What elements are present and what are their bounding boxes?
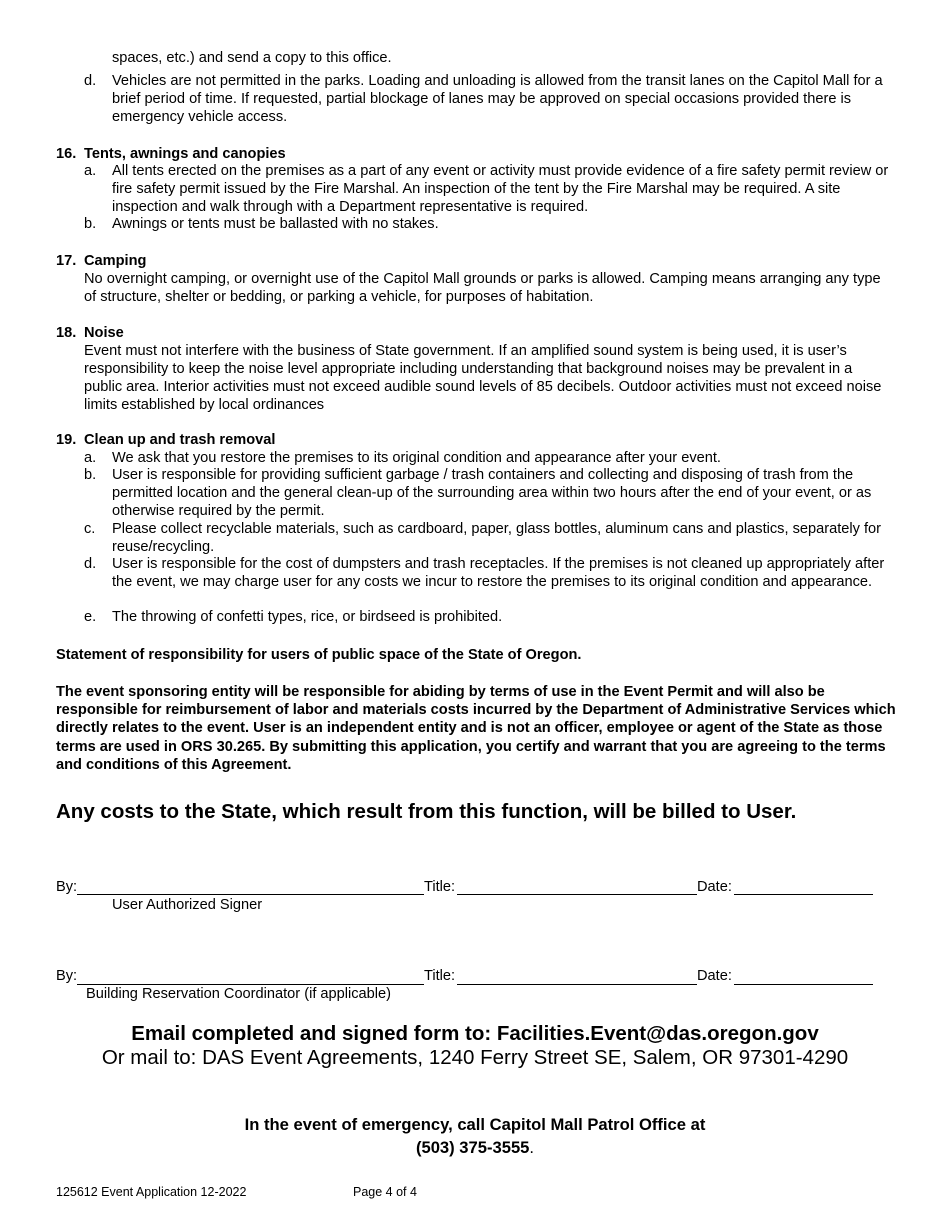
section-16-item-b-text: Awnings or tents must be ballasted with no stakes. (112, 216, 439, 232)
submit-email-line: Email completed and signed form to: Facilities.Event@das.oregon.gov (131, 1022, 819, 1045)
section-16-number: 16. (56, 146, 77, 162)
section-16-title: Tents, awnings and canopies (84, 146, 286, 162)
section-19-item-e-text: The throwing of confetti types, rice, or birdseed is prohibited. (112, 609, 503, 625)
section-17-number: 17. (56, 253, 77, 269)
section-18-body: Event must not interfere with the business of State government. If an amplified sound system is being used, it is user’s responsibility to keep the noise level appropriate including understanding that background noises may be prevalent in a public area. Interior activities must not exceed audible sound levels of 85 decibels. Outdoor activities must not exceed noise limits established by local ordinances (84, 343, 882, 413)
section-17-body: No overnight camping, or overnight use of the Capitol Mall grounds or parks is allowed. Camping means arranging any type of structure, shelter or bedding, or parking a vehicle, for purposes of habitation. (84, 271, 881, 305)
section-19-item-d-text: User is responsible for the cost of dumpsters and trash receptacles. If the premises is not cleaned up appropriately after the event, we may charge user for any costs we incur to restore the premises to its original condition and appearance. (112, 556, 885, 590)
section-19-number: 19. (56, 432, 77, 448)
section-15-item-d-letter: d. (84, 73, 97, 89)
section-19-title: Clean up and trash removal (84, 432, 276, 448)
signer2-title-line[interactable] (457, 984, 697, 985)
section-17-title: Camping (84, 253, 147, 269)
signer2-caption: Building Reservation Coordinator (if applicable) (86, 986, 392, 1002)
section-18-number: 18. (56, 325, 77, 341)
emergency-period: . (529, 1138, 535, 1157)
signer2-date-label: Date: (697, 968, 732, 984)
signer1-by-label: By: (56, 879, 78, 895)
footer-form-id: 125612 Event Application 12-2022 (56, 1185, 247, 1199)
section-15-continuation: spaces, etc.) and send a copy to this office. (112, 50, 392, 66)
signer1-caption: User Authorized Signer (112, 897, 263, 913)
section-19-item-a-text: We ask that you restore the premises to its original condition and appearance after your event. (112, 450, 721, 466)
section-19-item-c-letter: c. (84, 521, 96, 537)
billing-notice: Any costs to the State, which result from this function, will be billed to User. (56, 800, 797, 823)
emergency-phone: (503) 375-3555 (415, 1138, 530, 1157)
section-16-item-b-letter: b. (84, 216, 97, 232)
signer1-title-line[interactable] (457, 894, 697, 895)
section-18-title: Noise (84, 325, 124, 341)
section-19-item-c-text: Please collect recyclable materials, such as cardboard, paper, glass bottles, aluminum cans and plastics, separately for reuse/recycling. (112, 521, 881, 555)
signer2-title-label: Title: (424, 968, 456, 984)
section-15-item-d-text: Vehicles are not permitted in the parks. Loading and unloading is allowed from the transit lanes on the Capitol Mall for a brief period of time. If requested, partial blockage of lanes may be approved on special occasions provided there is emergency vehicle access. (112, 73, 883, 125)
section-19-item-b-text: User is responsible for providing sufficient garbage / trash containers and collecting and disposing of trash from the permitted location and the general clean-up of the surrounding area within two hours after the end of your event, or as otherwise required by the permit. (112, 467, 872, 519)
section-16-item-a-letter: a. (84, 163, 97, 179)
statement-heading: Statement of responsibility for users of public space of the State of Oregon. (56, 647, 582, 663)
emergency-phone-row (0, 1138, 950, 1158)
section-19-item-a-letter: a. (84, 450, 97, 466)
section-19-item-b-letter: b. (84, 467, 97, 483)
statement-body: The event sponsoring entity will be responsible for abiding by terms of use in the Event Permit and will also be responsible for reimbursement of labor and materials costs incurred by the Department of Administrative Services which directly relates to the event. User is an independent entity and is not an officer, employee or agent of the State as those terms are used in ORS 30.265. By submitting this application, you certify and warrant that you are agreeing to the terms and conditions of this Agreement. (56, 684, 896, 773)
footer-page-number: Page 4 of 4 (353, 1185, 417, 1199)
signer2-by-line[interactable] (77, 984, 424, 985)
section-16-item-a-text: All tents erected on the premises as a part of any event or activity must provide evidence of a fire safety permit review or fire safety permit issued by the Fire Marshal. An inspection of the tent by the Fire Marshal may be required. A site inspection and walk through with a Department representative is required. (112, 163, 889, 215)
signer1-title-label: Title: (424, 879, 456, 895)
signer1-by-line[interactable] (77, 894, 424, 895)
signer2-date-line[interactable] (734, 984, 873, 985)
signer2-by-label: By: (56, 968, 78, 984)
emergency-line: In the event of emergency, call Capitol Mall Patrol Office at (244, 1115, 706, 1134)
signer1-date-line[interactable] (734, 894, 873, 895)
signer1-date-label: Date: (697, 879, 732, 895)
submit-mail-line: Or mail to: DAS Event Agreements, 1240 Ferry Street SE, Salem, OR 97301-4290 (101, 1046, 849, 1069)
section-19-item-d-letter: d. (84, 556, 97, 572)
section-19-item-e-letter: e. (84, 609, 97, 625)
